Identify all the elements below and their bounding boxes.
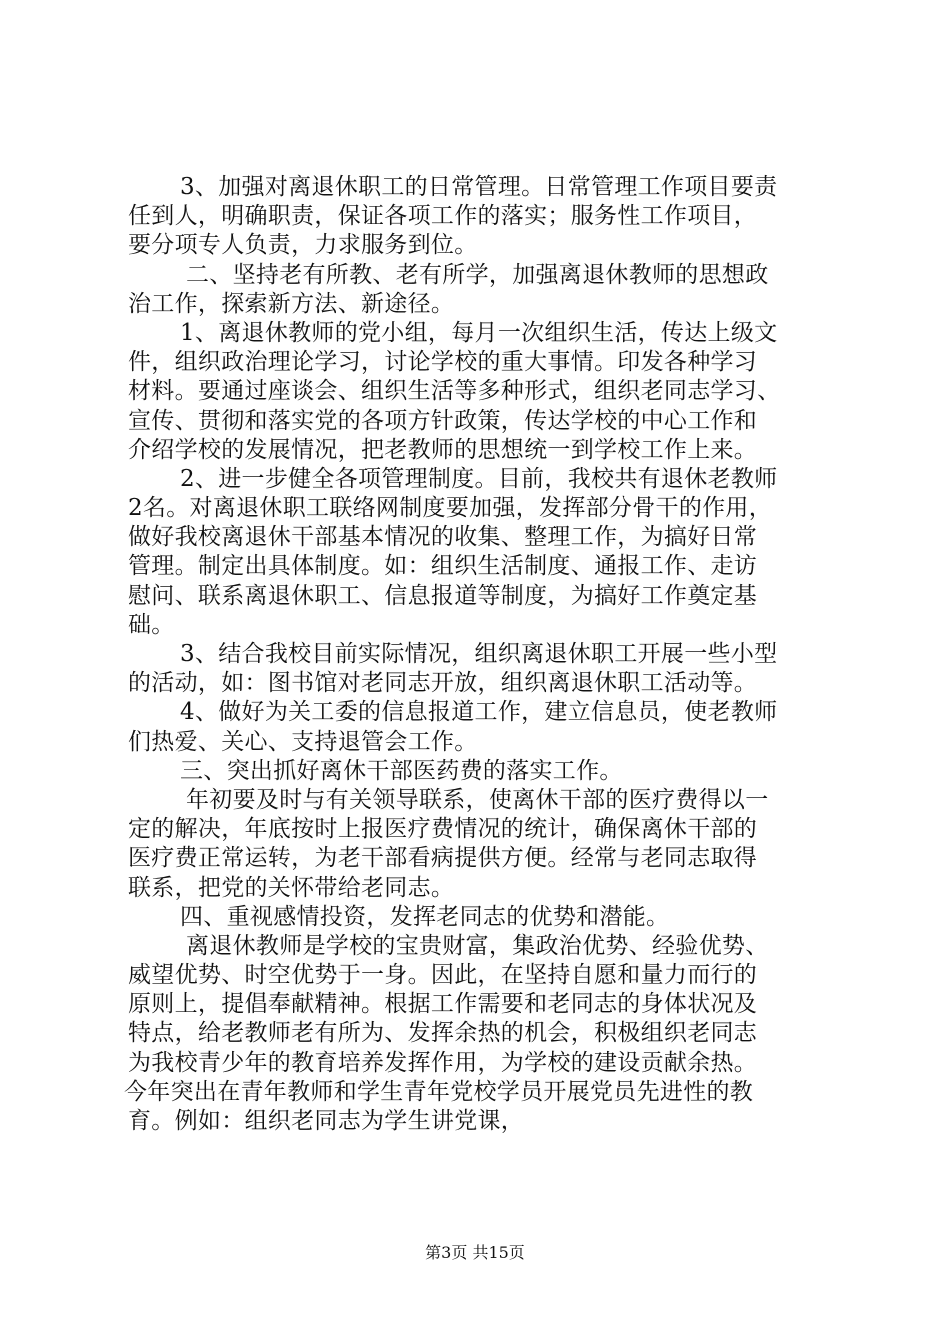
text-line: 做好我校离退休干部基本情况的收集、整理工作，为搞好日常 — [128, 524, 758, 551]
text-line: 2名。对离退休职工联络网制度要加强，发挥部分骨干的作用， — [128, 495, 773, 522]
text-line: 要分项专人负责，力求服务到位。 — [128, 232, 478, 259]
text-line: 1、离退休教师的党小组，每月一次组织生活，传达上级文 — [180, 319, 778, 346]
text-line: 们热爱、关心、支持退管会工作。 — [128, 728, 478, 755]
text-line: 的活动，如：图书馆对老同志开放，组织离退休职工活动等。 — [128, 670, 758, 697]
text-line: 2、进一步健全各项管理制度。目前，我校共有退休老教师 — [180, 465, 778, 492]
text-line: 慰问、联系离退休职工、信息报道等制度，为搞好工作奠定基 — [128, 582, 758, 609]
text-line: 4、做好为关工委的信息报道工作，建立信息员，使老教师 — [180, 699, 778, 726]
text-line: 特点，给老教师老有所为、发挥余热的机会，积极组织老同志 — [128, 1020, 758, 1047]
text-line: 管理。制定出具体制度。如：组织生活制度、通报工作、走访 — [128, 553, 758, 580]
text-line: 础。 — [128, 611, 175, 638]
text-line: 今年突出在青年教师和学生青年党校学员开展党员先进性的教 — [124, 1078, 754, 1105]
text-line: 材料。要通过座谈会、组织生活等多种形式，组织老同志学习、 — [128, 378, 781, 405]
text-line: 定的解决，年底按时上报医疗费情况的统计，确保离休干部的 — [128, 816, 758, 843]
text-line: 离退休教师是学校的宝贵财富，集政治优势、经验优势、 — [186, 932, 769, 959]
text-line: 三、突出抓好离休干部医药费的落实工作。 — [180, 757, 623, 784]
text-line: 年初要及时与有关领导联系，使离休干部的医疗费得以一 — [186, 786, 769, 813]
text-line: 威望优势、时空优势于一身。因此，在坚持自愿和量力而行的 — [128, 962, 758, 989]
text-line: 四、重视感情投资，发挥老同志的优势和潜能。 — [180, 903, 670, 930]
text-line: 医疗费正常运转，为老干部看病提供方便。经常与老同志取得 — [128, 845, 758, 872]
text-line: 育。例如：组织老同志为学生讲党课， — [128, 1108, 525, 1134]
text-line: 联系，把党的关怀带给老同志。 — [128, 874, 455, 901]
text-line: 件，组织政治理论学习，讨论学校的重大事情。印发各种学习 — [128, 349, 758, 376]
text-line: 宣传、贯彻和落实党的各项方针政策，传达学校的中心工作和 — [128, 407, 758, 434]
text-line: 二、坚持老有所教、老有所学，加强离退休教师的思想政 — [186, 261, 769, 288]
text-line: 任到人，明确职责，保证各项工作的落实；服务性工作项目， — [128, 203, 758, 230]
text-line: 3、结合我校目前实际情况，组织离退休职工开展一些小型 — [180, 641, 778, 667]
text-line: 治工作，探索新方法、新途径。 — [128, 290, 455, 317]
text-line: 原则上，提倡奉献精神。根据工作需要和老同志的身体状况及 — [128, 991, 758, 1018]
page-footer: 第3页 共15页 — [425, 1243, 525, 1262]
text-line: 为我校青少年的教育培养发挥作用，为学校的建设贡献余热。 — [128, 1049, 758, 1076]
document-body — [124, 173, 838, 1136]
text-line: 介绍学校的发展情况，把老教师的思想统一到学校工作上来。 — [128, 436, 758, 463]
text-line: 3、加强对离退休职工的日常管理。日常管理工作项目要责 — [180, 174, 778, 200]
